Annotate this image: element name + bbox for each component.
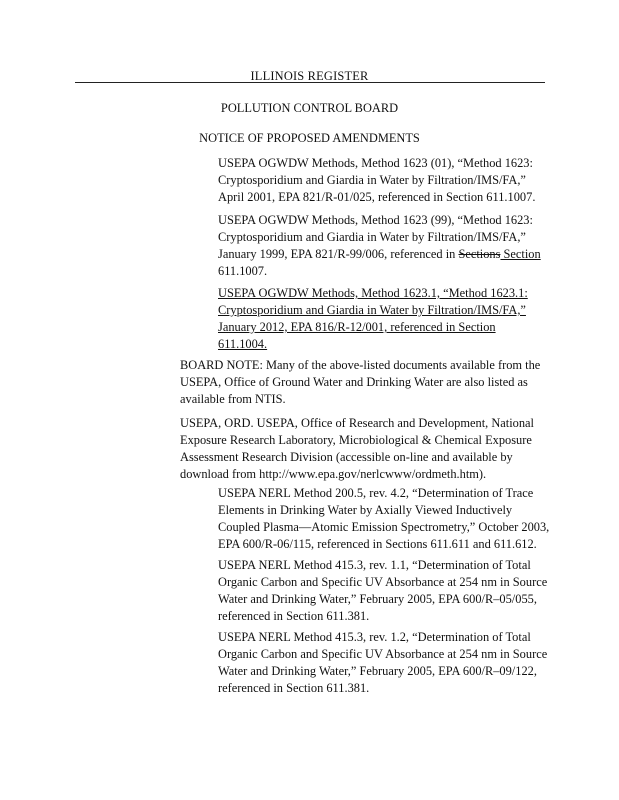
register-title: ILLINOIS REGISTER xyxy=(250,69,369,83)
added-line: USEPA OGWDW Methods, Method 1623.1, “Method 1623.1: xyxy=(218,286,528,300)
notice-title: NOTICE OF PROPOSED AMENDMENTS xyxy=(199,131,420,145)
entry-line: download from http://www.epa.gov/nerlcwww/ordmeth.htm). xyxy=(180,467,487,481)
added-line: Cryptosporidium and Giardia in Water by Filtration/IMS/FA,” xyxy=(218,303,526,317)
entry-line: USEPA NERL Method 200.5, rev. 4.2, “Determination of Trace xyxy=(218,486,534,500)
deleted-text: Sections xyxy=(458,247,501,261)
entry-line: USEPA, ORD. USEPA, Office of Research and Development, National xyxy=(180,416,535,430)
entry-line: USEPA NERL Method 415.3, rev. 1.1, “Determination of Total xyxy=(218,558,531,572)
entry-line: referenced in Section 611.381. xyxy=(218,609,370,623)
entry-line: Exposure Research Laboratory, Microbiological & Chemical Exposure xyxy=(180,433,532,447)
entry-line: USEPA OGWDW Methods, Method 1623 (99), “Method 1623: xyxy=(218,213,533,227)
entry-line: USEPA NERL Method 415.3, rev. 1.2, “Determination of Total xyxy=(218,630,531,644)
added-line: 611.1004. xyxy=(218,337,268,351)
entry-line: EPA 600/R-06/115, referenced in Sections 611.611 and 611.612. xyxy=(218,537,537,551)
entry-line: Water and Drinking Water,” February 2005, EPA 600/R–09/122, xyxy=(218,664,537,678)
added-text: Section xyxy=(500,247,541,261)
usepa-ord-entry xyxy=(180,415,534,483)
entry-line: Assessment Research Division (accessible on-line and available by xyxy=(180,450,513,464)
reference-entry-nerl-415-3-rev-1-1 xyxy=(218,557,547,625)
entry-line: Cryptosporidium and Giardia in Water by Filtration/IMS/FA,” xyxy=(218,173,526,187)
entry-line: referenced in Section 611.381. xyxy=(218,681,370,695)
entry-line: USEPA OGWDW Methods, Method 1623 (01), “Method 1623: xyxy=(218,156,533,170)
board-note xyxy=(180,357,540,408)
entry-line: 611.1007. xyxy=(218,264,268,278)
added-line: January 2012, EPA 816/R-12/001, referenced in Section xyxy=(218,320,496,334)
note-line: available from NTIS. xyxy=(180,392,286,406)
entry-line: Cryptosporidium and Giardia in Water by Filtration/IMS/FA,” xyxy=(218,230,526,244)
board-name: POLLUTION CONTROL BOARD xyxy=(220,101,399,115)
header-rule xyxy=(75,82,545,83)
entry-line: Elements in Drinking Water by Axially Viewed Inductively xyxy=(218,503,513,517)
entry-line: Organic Carbon and Specific UV Absorbance at 254 nm in Source xyxy=(218,575,548,589)
reference-entry-method-1623-99 xyxy=(218,212,541,280)
reference-entry-nerl-415-3-rev-1-2 xyxy=(218,629,547,697)
note-line: USEPA, Office of Ground Water and Drinking Water are also listed as xyxy=(180,375,528,389)
entry-line: Coupled Plasma—Atomic Emission Spectrometry,” October 2003, xyxy=(218,520,550,534)
entry-line: Organic Carbon and Specific UV Absorbance at 254 nm in Source xyxy=(218,647,548,661)
reference-entry-method-1623-1 xyxy=(218,285,528,353)
entry-line: Water and Drinking Water,” February 2005, EPA 600/R–05/055, xyxy=(218,592,537,606)
reference-entry-method-1623-01 xyxy=(218,155,535,206)
entry-text: January 1999, EPA 821/R-99/006, referenced in xyxy=(218,247,459,261)
reference-entry-nerl-200-5 xyxy=(218,485,549,553)
note-line: BOARD NOTE: Many of the above-listed documents available from the xyxy=(180,358,541,372)
entry-line xyxy=(218,246,541,263)
entry-line: April 2001, EPA 821/R-01/025, referenced in Section 611.1007. xyxy=(218,190,536,204)
